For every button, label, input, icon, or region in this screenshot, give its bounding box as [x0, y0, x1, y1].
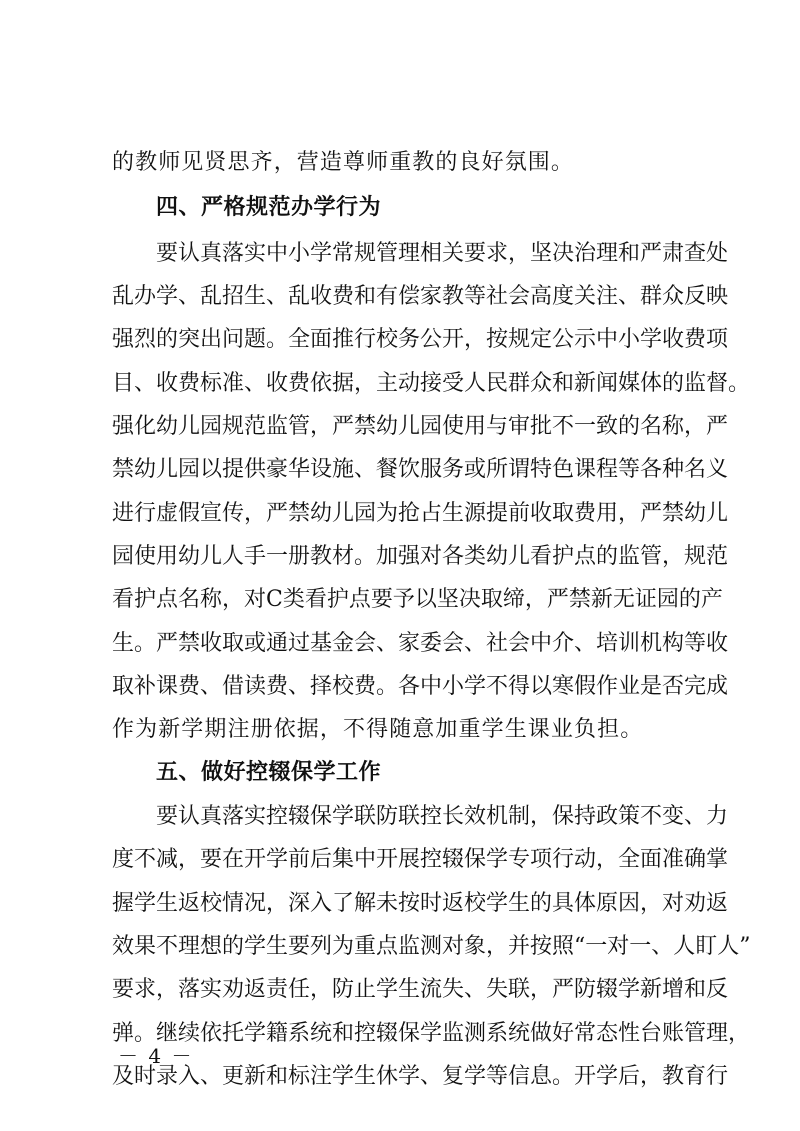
paragraph-first-line: 要认真落实中小学常规管理相关要求，坚决治理和严肃查处 — [156, 241, 729, 266]
body-line: 握学生返校情况，深入了解未按时返校学生的具体原因，对劝返 — [112, 891, 729, 916]
page-number: － 4 － — [118, 1044, 194, 1068]
body-line: 目、收费标准、收费依据，主动接受人民群众和新闻媒体的监督。 — [112, 371, 751, 396]
body-line: 强烈的突出问题。全面推行校务公开，按规定公示中小学收费项 — [112, 327, 729, 352]
section-heading-4: 四、严格规范办学行为 — [156, 195, 382, 220]
section-heading-5: 五、做好控辍保学工作 — [156, 760, 382, 785]
body-line: 的教师见贤思齐，营造尊师重教的良好氛围。 — [112, 150, 575, 175]
body-line: 禁幼儿园以提供豪华设施、餐饮服务或所谓特色课程等各种名义 — [112, 457, 729, 482]
paragraph-first-line: 要认真落实控辍保学联防联控长效机制，保持政策不变、力 — [156, 804, 729, 829]
body-line: 生。严禁收取或通过基金会、家委会、社会中介、培训机构等收 — [112, 631, 729, 656]
body-line: 看护点名称，对C类看护点要予以坚决取缔，严禁新无证园的产 — [112, 587, 723, 612]
body-line: 作为新学期注册依据，不得随意加重学生课业负担。 — [112, 717, 644, 742]
body-line: 进行虚假宣传，严禁幼儿园为抢占生源提前收取费用，严禁幼儿 — [112, 501, 729, 526]
body-line: 强化幼儿园规范监管，严禁幼儿园使用与审批不一致的名称，严 — [112, 414, 729, 439]
body-line: 园使用幼儿人手一册教材。加强对各类幼儿看护点的监管，规范 — [112, 544, 729, 569]
body-line: 及时录入、更新和标注学生休学、复学等信息。开学后，教育行 — [112, 1064, 729, 1089]
body-line: 要求，落实劝返责任，防止学生流失、失联，严防辍学新增和反 — [112, 977, 729, 1002]
body-line: 取补课费、借读费、择校费。各中小学不得以寒假作业是否完成 — [112, 674, 729, 699]
body-line: 度不减，要在开学前后集中开展控辍保学专项行动，全面准确掌 — [112, 847, 729, 872]
body-line: 效果不理想的学生要列为重点监测对象，并按照“一对一、人盯人” — [112, 934, 751, 959]
body-line: 乱办学、乱招生、乱收费和有偿家教等社会高度关注、群众反映 — [112, 284, 729, 309]
body-line: 弹。继续依托学籍系统和控辍保学监测系统做好常态性台账管理， — [112, 1021, 751, 1046]
